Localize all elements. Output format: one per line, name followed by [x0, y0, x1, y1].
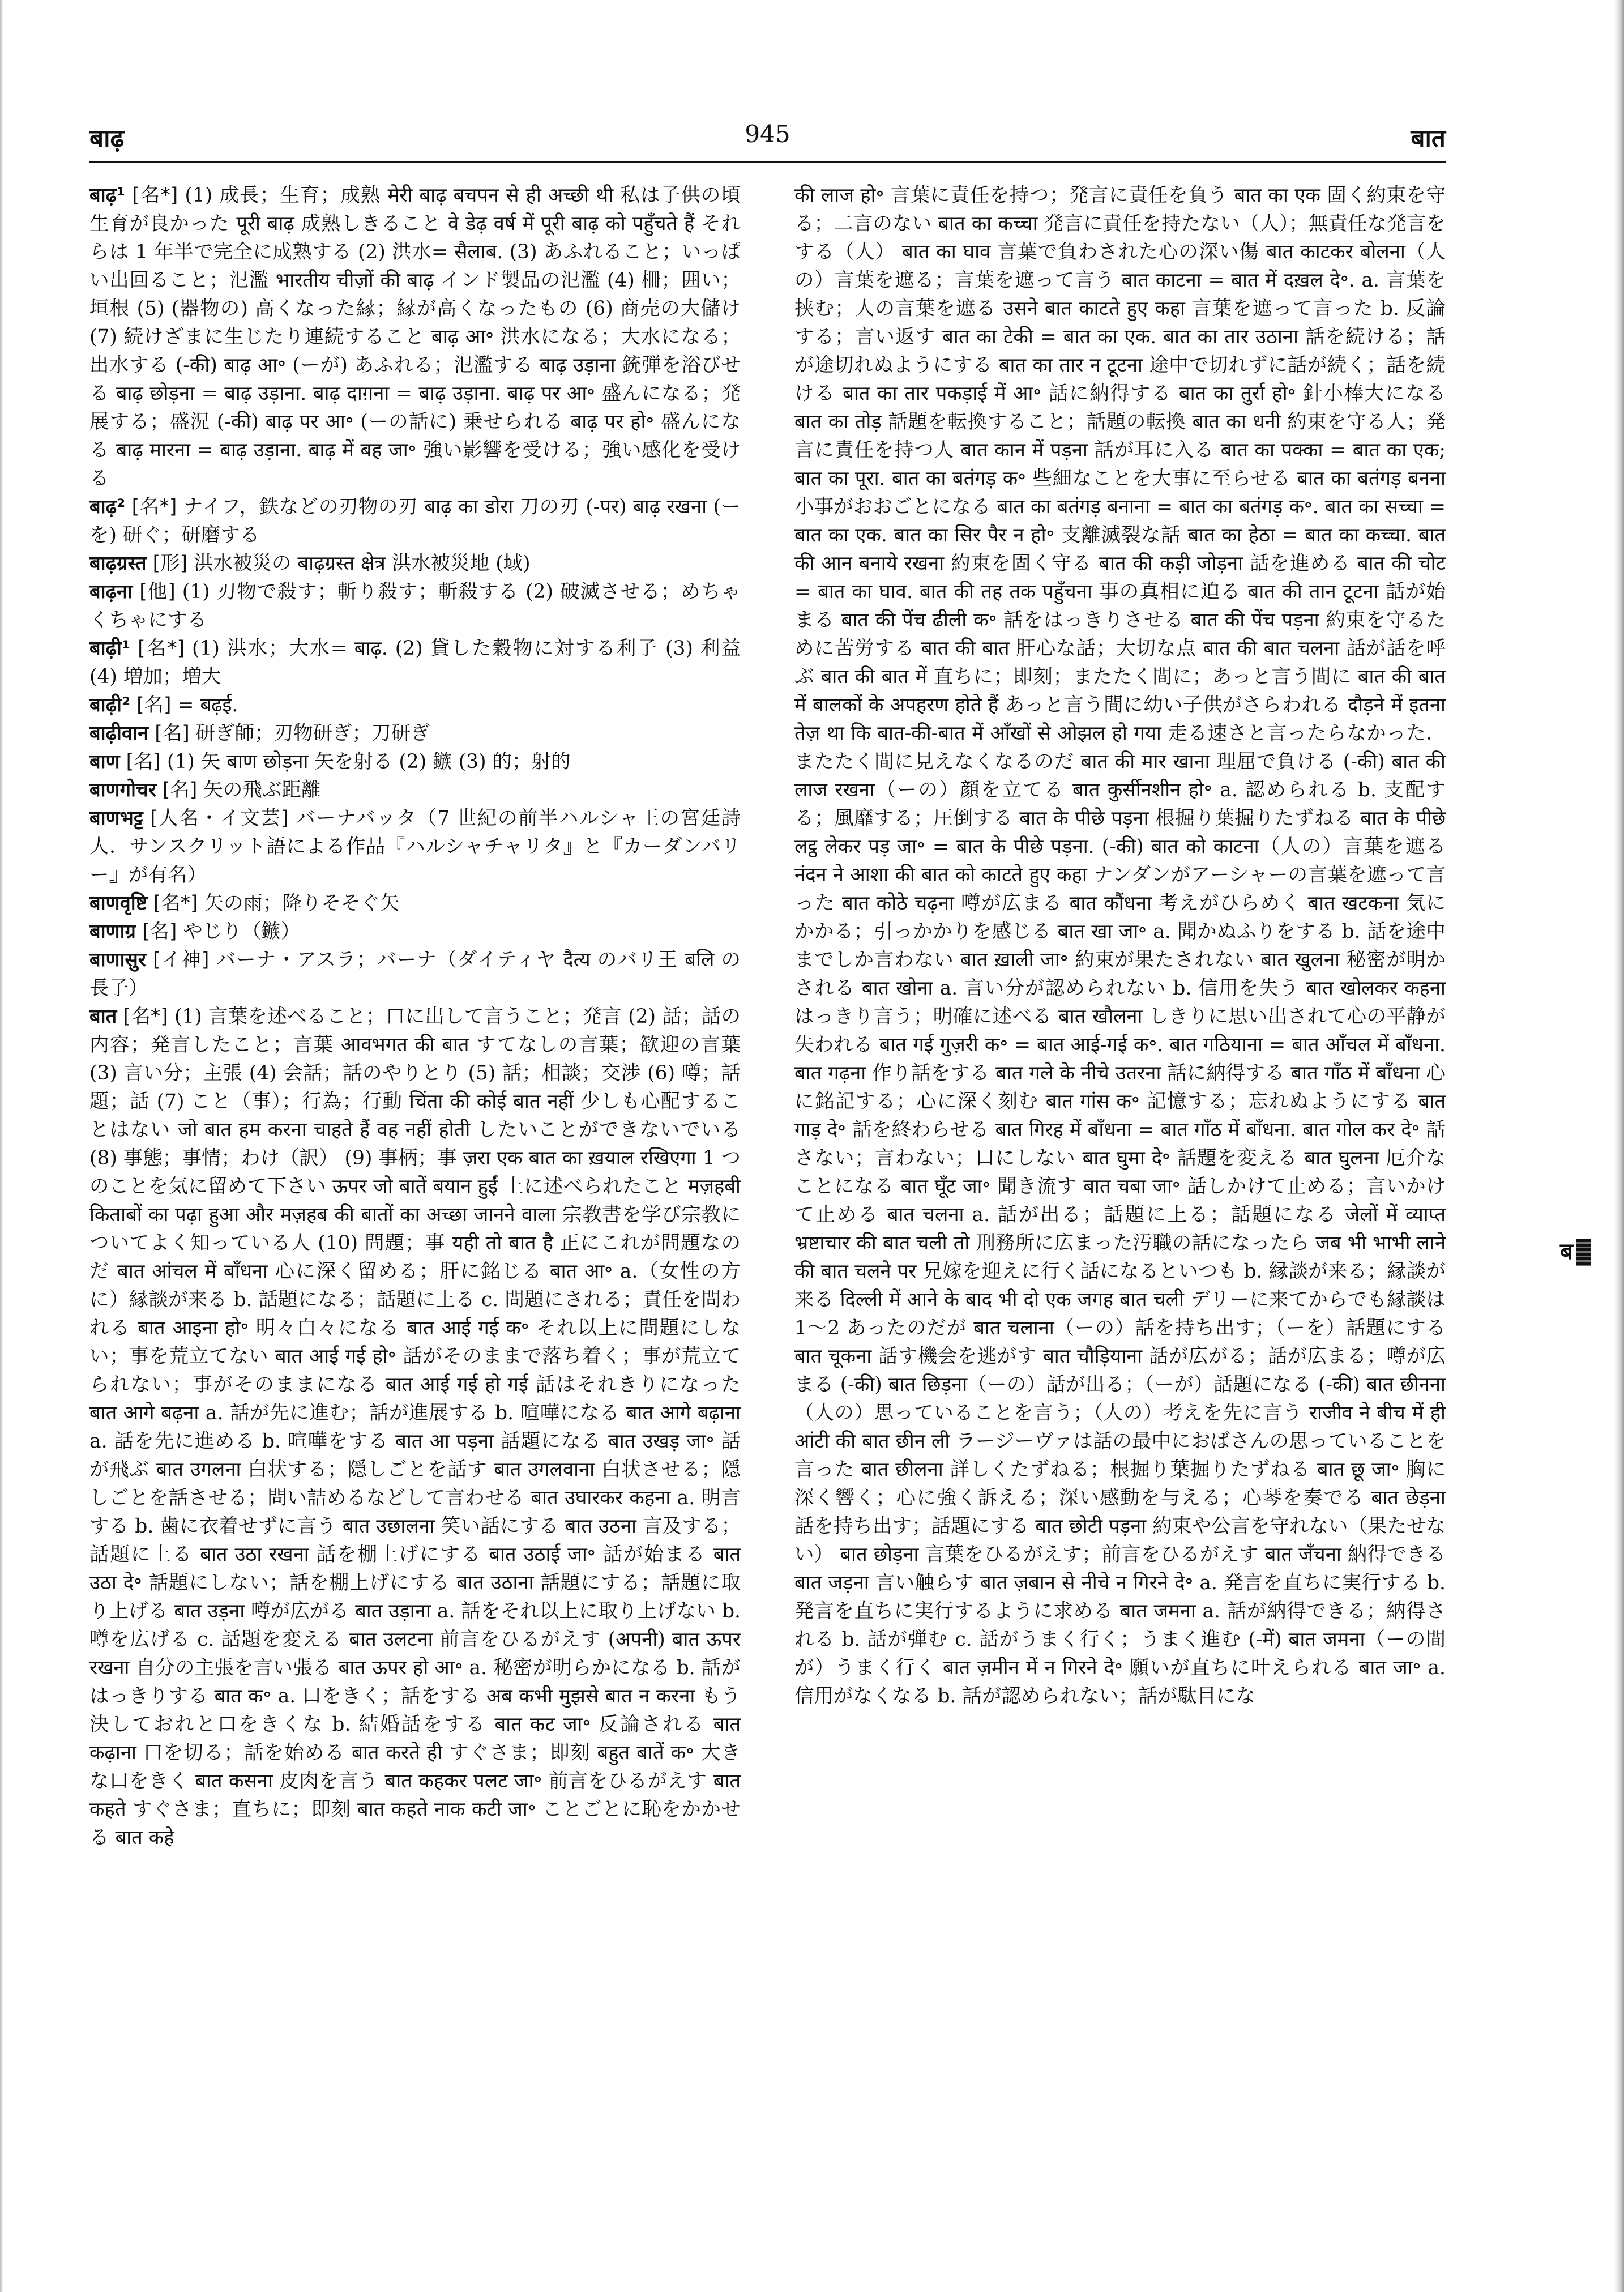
scan-edge-right [1614, 0, 1624, 2292]
entry-definition: ナイフ，鉄などの刃物の刃 बाढ़ का डोरा 刀の刃 (-पर) बाढ़ रखना (ーを) 研ぐ；研磨する [89, 496, 741, 547]
entry-headword: बाढ़ग्रस्त [89, 552, 147, 575]
dictionary-entry [89, 578, 741, 634]
page-header [89, 120, 1446, 160]
entry-headword: बाणभट्ट [89, 807, 143, 830]
entry-headword: बाढ़² [89, 496, 126, 518]
entry-headword: बाणासुर [89, 949, 146, 971]
dictionary-entry [89, 493, 741, 549]
entry-part-of-speech: [名*] [138, 637, 185, 660]
entry-definition: (1) 刃物で殺す；斬り殺す；斬殺する (2) 破滅させる；めちゃくちゃにする [89, 581, 741, 631]
dictionary-entry [89, 719, 741, 748]
dictionary-entry [89, 748, 741, 776]
entry-definition: 洪水被災の बाढ़ग्रस्त क्षेत्र 洪水被災地 (域) [193, 552, 531, 575]
entry-part-of-speech: [名*] [153, 892, 198, 915]
entry-headword: बाढ़¹ [89, 184, 126, 207]
entry-definition: (1) 成長；生育；成熟 मेरी बाढ़ बचपन से ही अच्छी थी 私は子供の頃生育が良かった पूरी बाढ़ 成熟しきること वे डेढ़ वर्ष में पूरी बाढ़ को पहुँचते हैं それらは 1 年半で完全に成熟する (2) 洪水= सैलाब. (3) あふれること；いっぱい出回ること；氾濫 भारतीय चीज़ों की बाढ़ インド製品の氾濫 (4) 柵；囲い；垣根 (5) (器物の) 高くなった縁；縁が高くなったもの (6) 商売の大儲け (7) 続けざまに生じたり連続すること बाढ़ आ॰ 洪水になる；大水になる；出水する (-की) बाढ़ आ॰ (ーが) あふれる；氾濫する बाढ़ उड़ाना 銃弾を浴びせる बाढ़ छोड़ना = बाढ़ उड़ाना. बाढ़ दाग़ना = बाढ़ उड़ाना. बाढ़ पर आ॰ 盛んになる；発展する；盛況 (-की) बाढ़ पर आ॰ (ーの話に) 乗せられる बाढ़ पर हो॰ 盛んになる बाढ़ मारना = बाढ़ उड़ाना. बाढ़ में बह जा॰ 強い影響を受ける；強い感化を受ける [89, 184, 741, 490]
dictionary-entry [89, 804, 741, 889]
entry-definition: やじり（鏃） [183, 920, 301, 943]
dictionary-entry [89, 1002, 741, 1852]
entry-part-of-speech: [人名・イ文芸] [150, 807, 289, 830]
page-number: 945 [745, 120, 790, 148]
entry-headword: बाढ़ीवान [89, 722, 149, 745]
thumb-index-bar [1576, 1239, 1591, 1266]
entry-headword: बाढ़ी² [89, 694, 131, 716]
scan-edge-left [0, 0, 3, 2292]
dictionary-entry [89, 691, 741, 719]
entry-part-of-speech: [名*] [123, 1005, 168, 1028]
dictionary-entry [89, 889, 741, 917]
entry-part-of-speech: [名] [136, 694, 172, 716]
dictionary-entry [89, 181, 741, 493]
entry-definition: バーナバッタ（7 世紀の前半ハルシャ王の宮廷詩人．サンスクリット語による作品『ハルシャチャリタ』と『カーダンバリー』が有名） [89, 807, 741, 886]
entry-headword: बात [89, 1005, 117, 1028]
entry-headword: बाणाग्र [89, 920, 136, 943]
entry-part-of-speech: [イ神] [153, 949, 210, 971]
entry-part-of-speech: [形] [152, 552, 187, 575]
dictionary-entry [89, 776, 741, 804]
entry-part-of-speech: [名*] [131, 496, 177, 518]
entry-part-of-speech: [名] [155, 722, 190, 745]
entry-headword: बाणवृष्टि [89, 892, 147, 915]
left-column [89, 181, 741, 2265]
entry-definition: (1) 言葉を述べること；口に出して言うこと；発言 (2) 話；話の内容；発言したこと；言葉 आवभगत की बात すてなしの言葉；歓迎の言葉 (3) 言い分；主張 (4) 会話；話のやりとり (5) 話；相談；交渉 (6) 噂；話題；話 (7) こと（事）；行為；行動 चिंता की कोई बात नहीं 少しも心配することはない जो बात हम करना चाहते हैं वह नहीं होती したいことができないでいる (8) 事態；事情；わけ（訳） (9) 事柄；事 ज़रा एक बात का ख़याल रखिएगा 1 つのことを気に留めて下さい ऊपर जो बातें बयान हुईं 上に述べられたこと मज़हबी किताबों का पढ़ा हुआ और मज़हब की बातों का अच्छा जानने वाला 宗教書を学び宗教についてよく知っている人 (10) 問題；事 यही तो बात है 正にこれが問題なのだ बात आंचल में बाँधना 心に深く留める；肝に銘じる बात आ॰ a.（女性の方に）縁談が来る b. 話題になる；話題に上る c. 問題にされる；責任を問われる बात आइना हो॰ 明々白々になる बात आई गई क॰ それ以上に問題にしない；事を荒立てない बात आई गई हो॰ 話がそのままで落ち着く；事が荒立てられない；事がそのままになる बात आई गई हो गई 話はそれきりになった बात आगे बढ़ना a. 話が先に進む；話が進展する b. 喧嘩になる बात आगे बढ़ाना a. 話を先に進める b. 喧嘩をする बात आ पड़ना 話題になる बात उखड़ जा॰ 話が飛ぶ बात उगलना 白状する；隠しごとを話す बात उगलवाना 白状させる；隠しごとを話させる；問い詰めるなどして言わせる बात उघारकर कहना a. 明言する b. 歯に衣着せずに言う बात उछालना 笑い話にする बात उठना 言及する；話題に上る बात उठा रखना 話を棚上げにする बात उठाई जा॰ 話が始まる बात उठा दे॰ 話題にしない；話を棚上げにする बात उठाना 話題にする；話題に取り上げる बात उड़ना 噂が広がる बात उड़ाना a. 話をそれ以上に取り上げない b. 噂を広げる c. 話題を変える बात उलटना 前言をひるがえす (अपनी) बात ऊपर रखना 自分の主張を言い張る बात ऊपर हो आ॰ a. 秘密が明らかになる b. 話がはっきりする बात क॰ a. 口をきく；話をする अब कभी मुझसे बात न करना もう決しておれと口をきくな b. 結婚話をする बात कट जा॰ 反論される बात कढ़ाना 口を切る；話を始める बात करते ही すぐさま；即刻 बहुत बातें क॰ 大きな口をきく बात कसना 皮肉を言う बात कहकर पलट जा॰ 前言をひるがえす बात कहते すぐさま；直ちに；即刻 बात कहते नाक कटी जा॰ ことごとに恥をかかせる बात कहे [89, 1005, 741, 1849]
entry-part-of-speech: [名*] [132, 184, 178, 207]
entry-definition: 研ぎ師；刃物研ぎ；刀研ぎ [195, 722, 430, 745]
dictionary-entry [794, 181, 1446, 1710]
dictionary-entry [89, 946, 741, 1002]
right-column [794, 181, 1446, 2265]
entry-part-of-speech: [名] [162, 779, 198, 801]
entry-definition: (1) 洪水；大水= बाढ़. (2) 貸した穀物に対する利子 (3) 利益 (4) 増加；増大 [89, 637, 741, 688]
entry-definition: = बढ़ई. [177, 694, 238, 716]
header-last-headword: बात [1411, 124, 1446, 153]
entry-definition: (1) 矢 बाण छोड़ना 矢を射る (2) 鏃 (3) 的；射的 [166, 750, 571, 773]
thumb-index-letter: ब [1560, 1239, 1573, 1265]
entry-definition: 矢の飛ぶ距離 [203, 779, 321, 801]
entry-headword: बाढ़ी¹ [89, 637, 131, 660]
entry-definition: की लाज हो॰ 言葉に責任を持つ；発言に責任を負う बात का एक 固く約束を守る；二言のない बात का कच्चा 発言に責任を持たない（人）；無責任な発言をする（人） बात का घाव 言葉で負わされた心の深い傷 बात काटकर बोलना（人の）言葉を遮る；言葉を遮って言う बात काटना = बात में दख़ल दे॰. a. 言葉を挟む；人の言葉を遮る उसने बात काटते हुए कहा 言葉を遮って言った b. 反論する；言い返す बात का टेकी = बात का एक. बात का तार उठाना 話を続ける；話が途切れぬようにする बात का तार न टूटना 途中で切れずに話が続く；話を続ける बात का तार पकड़ाई में आ॰ 話に納得する बात का तुर्रा हो॰ 針小棒大になる बात का तोड़ 話題を転換すること；話題の転換 बात का धनी 約束を守る人；発言に責任を持つ人 बात कान में पड़ना 話が耳に入る बात का पक्का = बात का एक; बात का पूरा. बात का बतंगड़ क॰ 些細なことを大事に至らせる बात का बतंगड़ बनना 小事がおおごとになる बात का बतंगड़ बनाना = बात का बतंगड़ क॰. बात का सच्चा = बात का एक. बात का सिर पैर न हो॰ 支離滅裂な話 बात का हेठा = बात का कच्चा. बात की आन बनाये रखना 約束を固く守る बात की कड़ी जोड़ना 話を進める बात की चोट = बात का घाव. बात की तह तक पहुँचना 事の真相に迫る बात की तान टूटना 話が始まる बात की पेंच ढीली क॰ 話をはっきりさせる बात की पेंच पड़ना 約束を守るために苦労する बात की बात 肝心な話；大切な点 बात की बात चलना 話が話を呼ぶ बात की बात में 直ちに；即刻；またたく間に；あっと言う間に बात की बात में बालकों के अपहरण होते हैं あっと言う間に幼い子供がさらわれる दौड़ने में इतना तेज़ था कि बात-की-बात में आँखों से ओझल हो गया 走る速さと言ったらなかった．またたく間に見えなくなるのだ बात की मार खाना 理屈で負ける (-की) बात की लाज रखना（ーの）顔を立てる बात कुर्सीनशीन हो॰ a. 認められる b. 支配する；風靡する；圧倒する बात के पीछे पड़ना 根掘り葉掘りたずねる बात के पीछे लट्ठ लेकर पड़ जा॰ = बात के पीछे पड़ना. (-की) बात को काटना（人の）言葉を遮る नंदन ने आशा की बात को काटते हुए कहा ナンダンがアーシャーの言葉を遮って言った बात कोठे चढ़ना 噂が広まる बात कौंधना 考えがひらめく बात खटकना 気にかかる；引っかかりを感じる बात खा जा॰ a. 聞かぬふりをする b. 話を途中までしか言わない बात ख़ाली जा॰ 約束が果たされない बात खुलना 秘密が明かされる बात खोना a. 言い分が認められない b. 信用を失う बात खोलकर कहना はっきり言う；明確に述べる बात खौलना しきりに思い出されて心の平静が失われる बात गई गुज़री क॰ = बात आई-गई क॰. बात गठियाना = बात आँचल में बाँधना. बात गढ़ना 作り話をする बात गले के नीचे उतरना 話に納得する बात गाँठ में बाँधना 心に銘記する；心に深く刻む बात गांस क॰ 記憶する；忘れぬようにする बात गाड़ दे॰ 話を終わらせる बात गिरह में बाँधना = बात गाँठ में बाँधना. बात गोल कर दे॰ 話さない；言わない；口にしない बात घुमा दे॰ 話題を変える बात घुलना 厄介なことになる बात घूँट जा॰ 聞き流す बात चबा जा॰ 話しかけて止める；言いかけて止める बात चलना a. 話が出る；話題に上る；話題になる जेलों में व्याप्त भ्रष्टाचार की बात चली तो 刑務所に広まった汚職の話になったら जब भी भाभी लाने की बात चलने पर 兄嫁を迎えに行く話になるといつも b. 縁談が来る；縁談が来る दिल्ली में आने के बाद भी दो एक जगह बात चली デリーに来てからでも縁談は 1〜2 あったのだが बात चलाना（ーの）話を持ち出す；（ーを）話題にする बात चूकना 話す機会を逃がす बात चौड़ियाना 話が広がる；話が広まる；噂が広まる (-की) बात छिड़ना（ーの）話が出る；（ーが）話題になる (-की) बात छीनना（人の）思っていることを言う；（人の）考えを先に言う राजीव ने बीच में ही आंटी की बात छीन ली ラージーヴァは話の最中におばさんの思っていることを言った बात छीलना 詳しくたずねる；根掘り葉掘りたずねる बात छू जा॰ 胸に深く響く；心に強く訴える；深い感動を与える；心琴を奏でる बात छेड़ना 話を持ち出す；話題にする बात छोटी पड़ना 約束や公言を守れない（果たせない） बात छोड़ना 言葉をひるがえす；前言をひるがえす बात जँचना 納得できる बात जड़ना 言い触らす बात ज़बान से नीचे न गिरने दे॰ a. 発言を直ちに実行する b. 発言を直ちに実行するように求める बात जमना a. 話が納得できる；納得される b. 話が弾む c. 話がうまく行く；うまく進む (-में) बात जमना（ーの間が）うまく行く बात ज़मीन में न गिरने दे॰ 願いが直ちに叶えられる बात जा॰ a. 信用がなくなる b. 話が認められない；話が駄目にな [794, 184, 1446, 1708]
entry-headword: बाणगोचर [89, 779, 156, 801]
dictionary-entry [89, 917, 741, 946]
header-first-headword: बाढ़ [89, 124, 125, 153]
entry-definition: 矢の雨；降りそそぐ矢 [204, 892, 400, 915]
entry-headword: बाण [89, 750, 120, 773]
dictionary-entry [89, 549, 741, 578]
thumb-index-tab [1560, 1235, 1605, 1269]
entry-definition: バーナ・アスラ；バーナ（ダイティヤ दैत्य のバリ王 बलि の長子） [89, 949, 741, 1000]
entry-part-of-speech: [名] [126, 750, 161, 773]
header-rule [89, 161, 1446, 163]
entry-part-of-speech: [他] [139, 581, 176, 603]
dictionary-entry [89, 634, 741, 691]
entry-part-of-speech: [名] [142, 920, 177, 943]
entry-headword: बाढ़ना [89, 581, 133, 603]
